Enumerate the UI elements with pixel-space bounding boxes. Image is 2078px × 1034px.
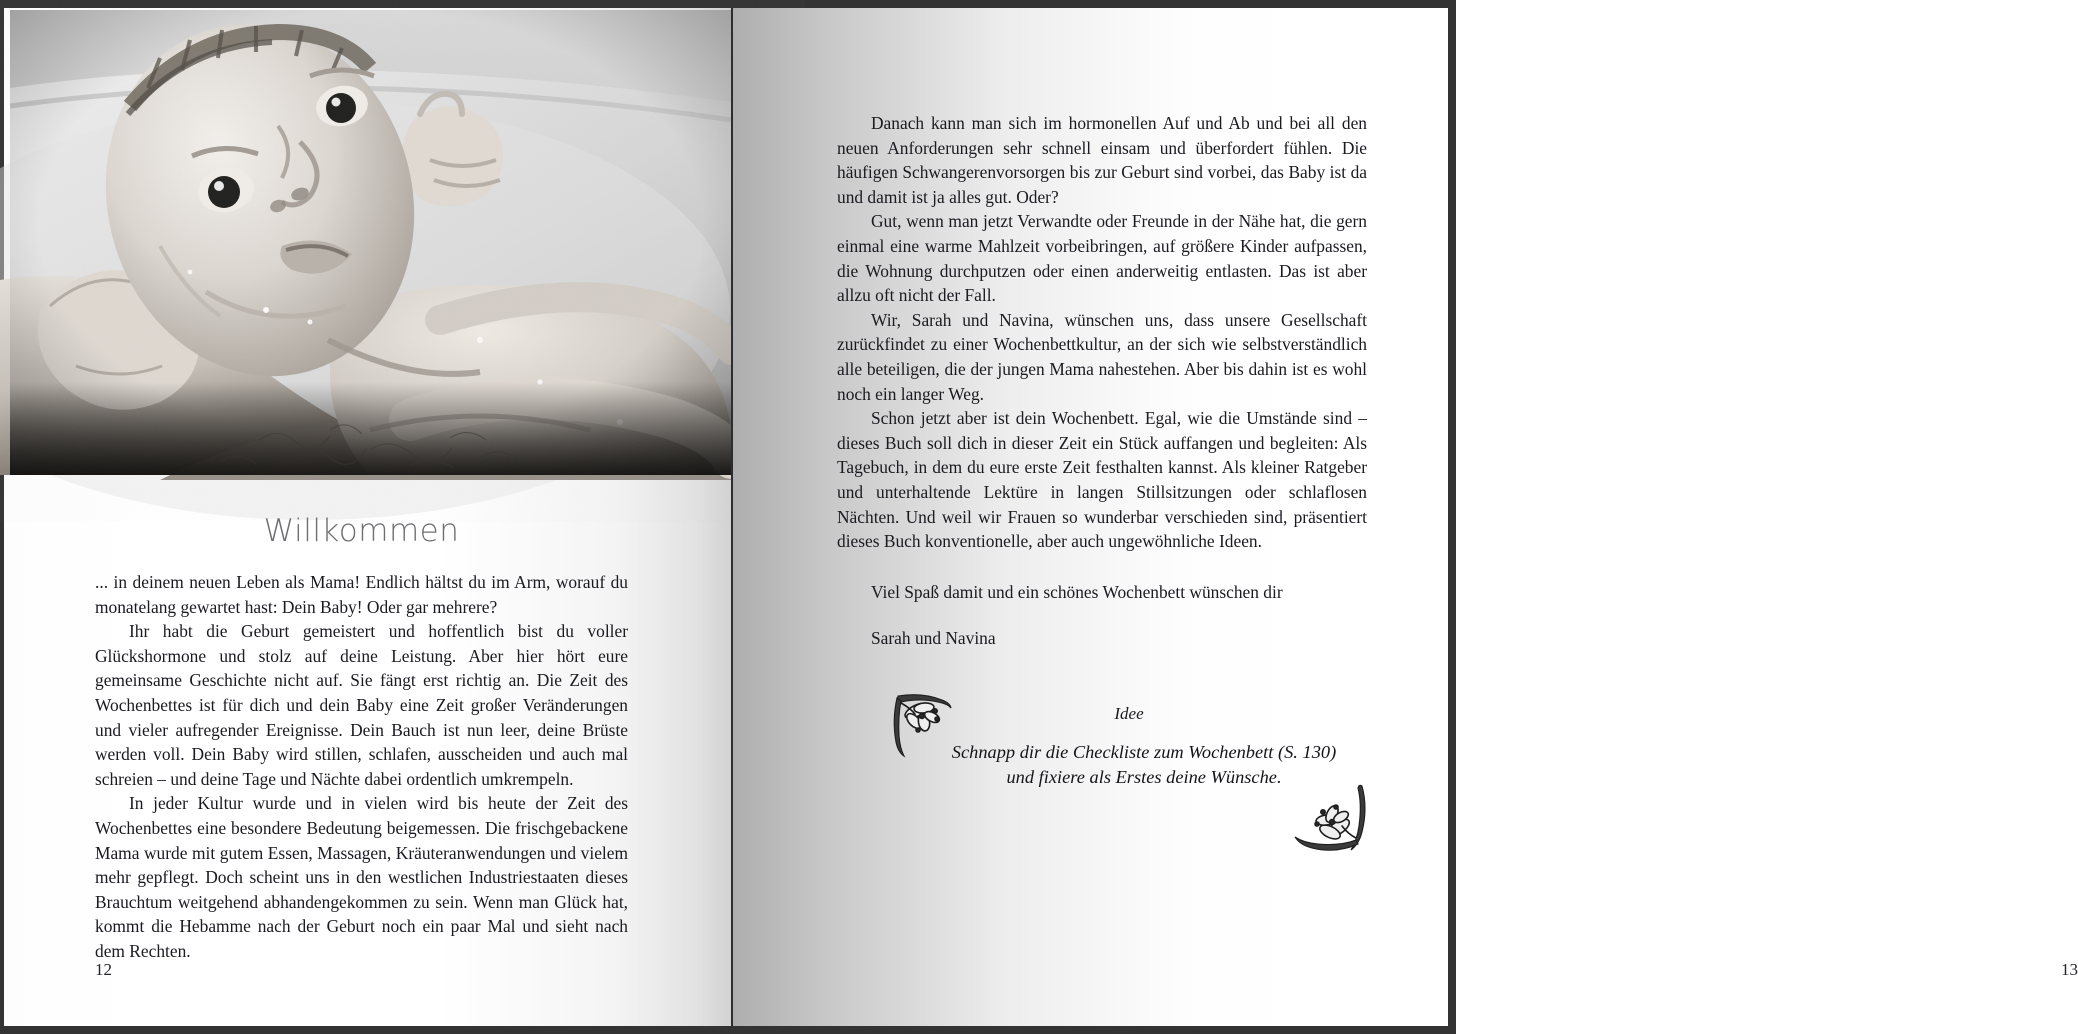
paragraph: Gut, wenn man jetzt Verwandte oder Freunde in der Nähe hat, die gern einmal eine warme Mahlzeit vorbeibringen, auf größere Kinder aufpassen, die Wohnung durchputzen oder einen anderweitig entlasten. Das ist aber allzu oft nicht der Fall. [837, 211, 1367, 306]
right-page-body [837, 111, 1367, 651]
page-title-willkommen: Willkommen [263, 513, 460, 549]
paragraph: ... in deinem neuen Leben als Mama! Endlich hältst du im Arm, worauf du monatelang gewartet hast: Dein Baby! Oder gar mehrere? [95, 572, 628, 617]
paragraph: Schon jetzt aber ist dein Wochenbett. Egal, wie die Umstände sind – dieses Buch soll dich in dieser Zeit ein Stück auffangen und begleiten: Als Tagebuch, in dem du eure erste Zeit festhalten kannst. Als kleiner Ratgeber und unterhaltende Lektüre in langen Stillsitzungen oder schlaflosen Nächten. Und weil wir Frauen so wunderbar verschieden sind, präsentiert dieses Buch konventionelle, aber auch ungewöhnliche Ideen. [837, 408, 1367, 552]
idee-label: Idee [1114, 704, 1144, 723]
flower-flourish-icon [1286, 774, 1372, 860]
paragraph: Danach kann man sich im hormonellen Auf und Ab und bei all den neuen Anforderungen sehr schnell einsam und überfordert fühlen. Die häufigen Schwangerenvorsorgen bis zur Geburt sind vorbei, das Baby ist da und damit ist ja alles gut. Oder? [837, 113, 1367, 207]
left-page-body [95, 570, 628, 964]
paragraph: Ihr habt die Geburt gemeistert und hoffentlich bist du voller Glückshormone und stolz auf deine Leistung. Aber hier hört eure gemeinsame Geschichte nicht auf. Sie fängt erst richtig an. Die Zeit des Wochenbettes ist für dich und dein Baby eine Zeit großer Veränderungen und vieler aufregender Ereignisse. Dein Bauch ist nun leer, deine Brüste werden voll. Dein Baby wird stillen, schlafen, ausscheiden und auch mal schreien – und deine Tage und Nächte dabei ordentlich umkrempeln. [95, 621, 628, 789]
closing-line: Viel Spaß damit und ein schönes Wochenbett wünschen dir [871, 581, 1283, 602]
idee-text: Schnapp dir die Checkliste zum Wochenbett (S. 130) und fixiere als Erstes deine Wünsche. [951, 742, 1337, 787]
left-page [4, 8, 732, 1026]
signature: Sarah und Navina [871, 628, 996, 649]
page-number-right: 13 [2061, 960, 2078, 979]
idee-callout-box [884, 684, 1374, 856]
spread-inner [4, 8, 2078, 1026]
page-number-left: 12 [95, 960, 112, 979]
baby-bath-photo [10, 10, 732, 475]
book-spine-gutter [731, 8, 733, 1026]
right-page [732, 8, 2078, 1026]
paragraph: Wir, Sarah und Navina, wünschen uns, dass unsere Gesellschaft zurückfindet zu einer Wochenbettkultur, an der sich wie selbstverständlich alle beteiligen, die der jungen Mama nahestehen. Aber bis dahin ist es wohl noch ein langer Weg. [837, 309, 1367, 404]
paragraph: In jeder Kultur wurde und in vielen wird bis heute der Zeit des Wochenbettes eine besondere Bedeutung beigemessen. Die frischgebackene Mama wurde mit gutem Essen, Massagen, Kräuteranwendungen und vielem mehr gepflegt. Doch scheint uns in den westlichen Industriestaaten dieses Brauchtum weitgehend abhandengekommen zu sein. Wenn man Glück hat, kommt die Hebamme nach der Geburt noch ein paar Mal und sieht nach dem Rechten. [95, 793, 628, 961]
